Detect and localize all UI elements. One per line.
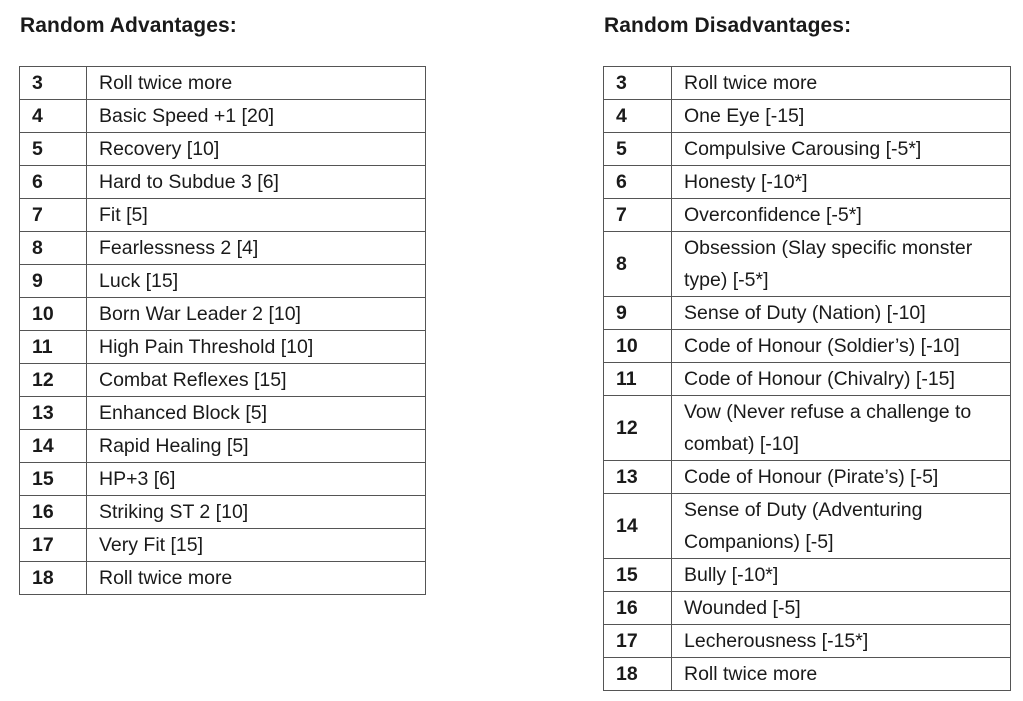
result-text: Honesty [-10*] xyxy=(672,166,1011,199)
roll-number: 7 xyxy=(20,199,87,232)
table-row xyxy=(20,166,426,199)
table-row xyxy=(604,494,1011,559)
roll-number: 15 xyxy=(604,559,672,592)
roll-number: 3 xyxy=(20,67,87,100)
table-row xyxy=(20,331,426,364)
table-row xyxy=(20,463,426,496)
disadvantages-heading: Random Disadvantages: xyxy=(604,14,852,37)
table-row xyxy=(20,430,426,463)
roll-number: 6 xyxy=(20,166,87,199)
result-text: Hard to Subdue 3 [6] xyxy=(87,166,426,199)
result-text: HP+3 [6] xyxy=(87,463,426,496)
roll-number: 11 xyxy=(604,363,672,396)
result-text: High Pain Threshold [10] xyxy=(87,331,426,364)
result-text: Compulsive Carousing [-5*] xyxy=(672,133,1011,166)
roll-number: 16 xyxy=(20,496,87,529)
roll-number: 18 xyxy=(20,562,87,595)
roll-number: 11 xyxy=(20,331,87,364)
result-text: Roll twice more xyxy=(87,67,426,100)
roll-number: 9 xyxy=(20,265,87,298)
table-row xyxy=(20,364,426,397)
roll-number: 3 xyxy=(604,67,672,100)
table-row xyxy=(20,232,426,265)
table-row xyxy=(20,199,426,232)
roll-number: 10 xyxy=(20,298,87,331)
roll-number: 7 xyxy=(604,199,672,232)
roll-number: 16 xyxy=(604,592,672,625)
roll-number: 14 xyxy=(604,494,672,559)
table-row xyxy=(20,529,426,562)
result-text: Roll twice more xyxy=(87,562,426,595)
table-row xyxy=(604,133,1011,166)
disadvantages-table-body xyxy=(604,67,1011,691)
table-row xyxy=(604,559,1011,592)
table-row xyxy=(604,297,1011,330)
roll-number: 18 xyxy=(604,658,672,691)
table-row xyxy=(604,166,1011,199)
result-text: Sense of Duty (Adventuring Companions) [-5] xyxy=(672,494,1011,559)
result-text: Basic Speed +1 [20] xyxy=(87,100,426,133)
result-text: Roll twice more xyxy=(672,658,1011,691)
roll-number: 17 xyxy=(20,529,87,562)
table-row xyxy=(604,100,1011,133)
result-text: Combat Reflexes [15] xyxy=(87,364,426,397)
result-text: Vow (Never refuse a challenge to combat) [-10] xyxy=(672,396,1011,461)
result-text: Obsession (Slay specific monster type) [-5*] xyxy=(672,232,1011,297)
result-text: Recovery [10] xyxy=(87,133,426,166)
result-text: Striking ST 2 [10] xyxy=(87,496,426,529)
roll-number: 12 xyxy=(20,364,87,397)
result-text: Code of Honour (Chivalry) [-15] xyxy=(672,363,1011,396)
roll-number: 8 xyxy=(604,232,672,297)
table-row xyxy=(604,199,1011,232)
table-row xyxy=(604,625,1011,658)
roll-number: 17 xyxy=(604,625,672,658)
result-text: Bully [-10*] xyxy=(672,559,1011,592)
table-row xyxy=(604,461,1011,494)
result-text: Code of Honour (Pirate’s) [-5] xyxy=(672,461,1011,494)
roll-number: 12 xyxy=(604,396,672,461)
result-text: Wounded [-5] xyxy=(672,592,1011,625)
roll-number: 14 xyxy=(20,430,87,463)
roll-number: 9 xyxy=(604,297,672,330)
table-row xyxy=(604,67,1011,100)
table-row xyxy=(604,396,1011,461)
table-row xyxy=(20,298,426,331)
result-text: Overconfidence [-5*] xyxy=(672,199,1011,232)
result-text: Sense of Duty (Nation) [-10] xyxy=(672,297,1011,330)
table-row xyxy=(20,397,426,430)
result-text: Rapid Healing [5] xyxy=(87,430,426,463)
result-text: Luck [15] xyxy=(87,265,426,298)
table-row xyxy=(604,592,1011,625)
table-row xyxy=(604,232,1011,297)
table-row xyxy=(604,363,1011,396)
result-text: Fearlessness 2 [4] xyxy=(87,232,426,265)
roll-number: 4 xyxy=(604,100,672,133)
advantages-table-body xyxy=(20,67,426,595)
result-text: One Eye [-15] xyxy=(672,100,1011,133)
roll-number: 5 xyxy=(20,133,87,166)
advantages-heading: Random Advantages: xyxy=(20,14,237,37)
roll-number: 6 xyxy=(604,166,672,199)
advantages-table xyxy=(19,66,426,595)
roll-number: 10 xyxy=(604,330,672,363)
roll-number: 8 xyxy=(20,232,87,265)
roll-number: 13 xyxy=(20,397,87,430)
disadvantages-table xyxy=(603,66,1011,691)
table-row xyxy=(20,265,426,298)
roll-number: 13 xyxy=(604,461,672,494)
table-row xyxy=(20,496,426,529)
roll-number: 4 xyxy=(20,100,87,133)
roll-number: 5 xyxy=(604,133,672,166)
table-row xyxy=(20,562,426,595)
result-text: Very Fit [15] xyxy=(87,529,426,562)
table-row xyxy=(604,330,1011,363)
table-row xyxy=(604,658,1011,691)
table-row xyxy=(20,100,426,133)
table-row xyxy=(20,133,426,166)
result-text: Roll twice more xyxy=(672,67,1011,100)
result-text: Code of Honour (Soldier’s) [-10] xyxy=(672,330,1011,363)
result-text: Enhanced Block [5] xyxy=(87,397,426,430)
result-text: Born War Leader 2 [10] xyxy=(87,298,426,331)
result-text: Fit [5] xyxy=(87,199,426,232)
result-text: Lecherousness [-15*] xyxy=(672,625,1011,658)
roll-number: 15 xyxy=(20,463,87,496)
table-row xyxy=(20,67,426,100)
